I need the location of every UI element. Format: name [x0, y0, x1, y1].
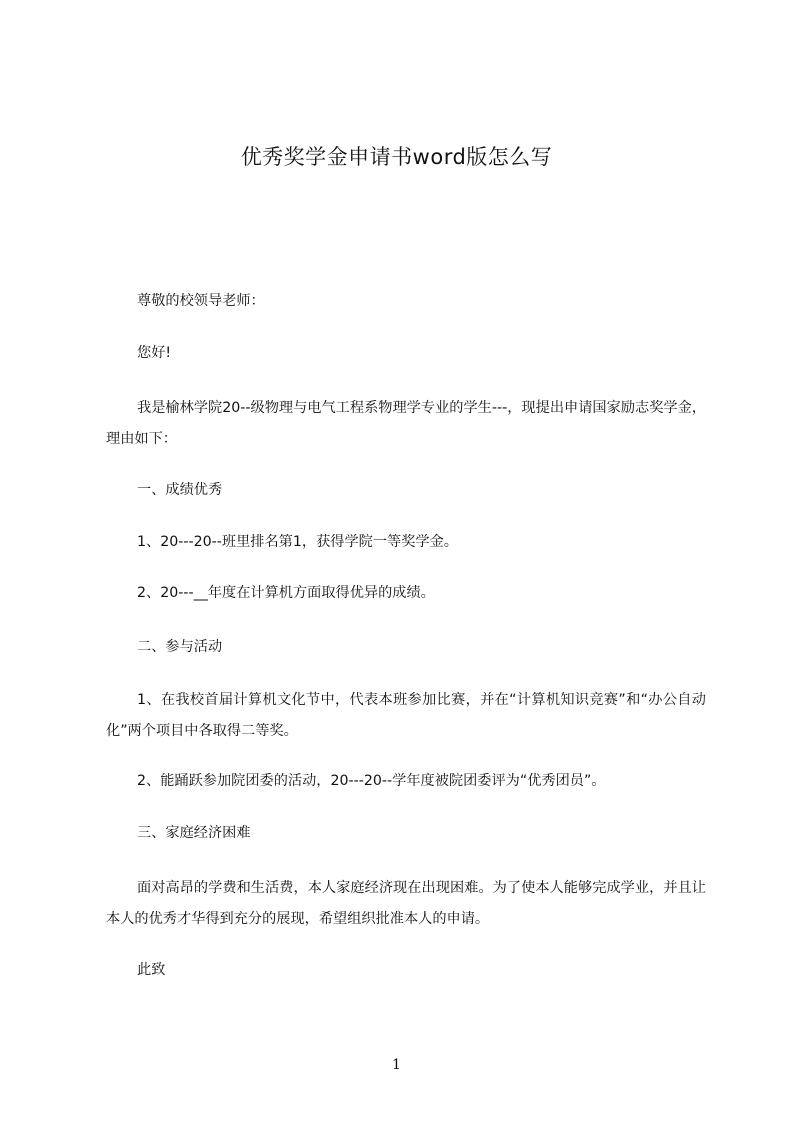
document-title: 优秀奖学金申请书word版怎么写: [240, 145, 553, 169]
section2-item2: 2、能踊跃参加院团委的活动，20---20--学年度被院团委评为“优秀团员”。: [137, 773, 606, 789]
section2-heading: 二、参与活动: [137, 639, 223, 655]
section1-item2: 2、20---__年度在计算机方面取得优异的成绩。: [137, 585, 435, 601]
section2-item1: 1、在我校首届计算机文化节中，代表本班参加比赛，并在“计算机知识竞赛”和“办公自动化”两个项目中各取得二等奖。: [106, 692, 706, 739]
section1-heading: 一、成绩优秀: [137, 482, 223, 498]
section3-heading: 三、家庭经济困难: [137, 825, 251, 841]
closing: 此致: [137, 962, 166, 978]
salutation: 尊敬的校领导老师：: [137, 293, 265, 309]
intro-paragraph: 我是榆林学院20--级物理与电气工程系物理学专业的学生---，现提出申请国家励志奖学金，理由如下：: [106, 400, 706, 447]
section1-item1: 1、20---20--班里排名第1，获得学院一等奖学金。: [137, 534, 458, 550]
section3-body: 面对高昂的学费和生活费，本人家庭经济现在出现困难。为了使本人能够完成学业，并且让本人的优秀才华得到充分的展现，希望组织批准本人的申请。: [106, 880, 706, 927]
greeting: 您好!: [137, 345, 172, 361]
page-number: 1: [392, 1057, 401, 1073]
